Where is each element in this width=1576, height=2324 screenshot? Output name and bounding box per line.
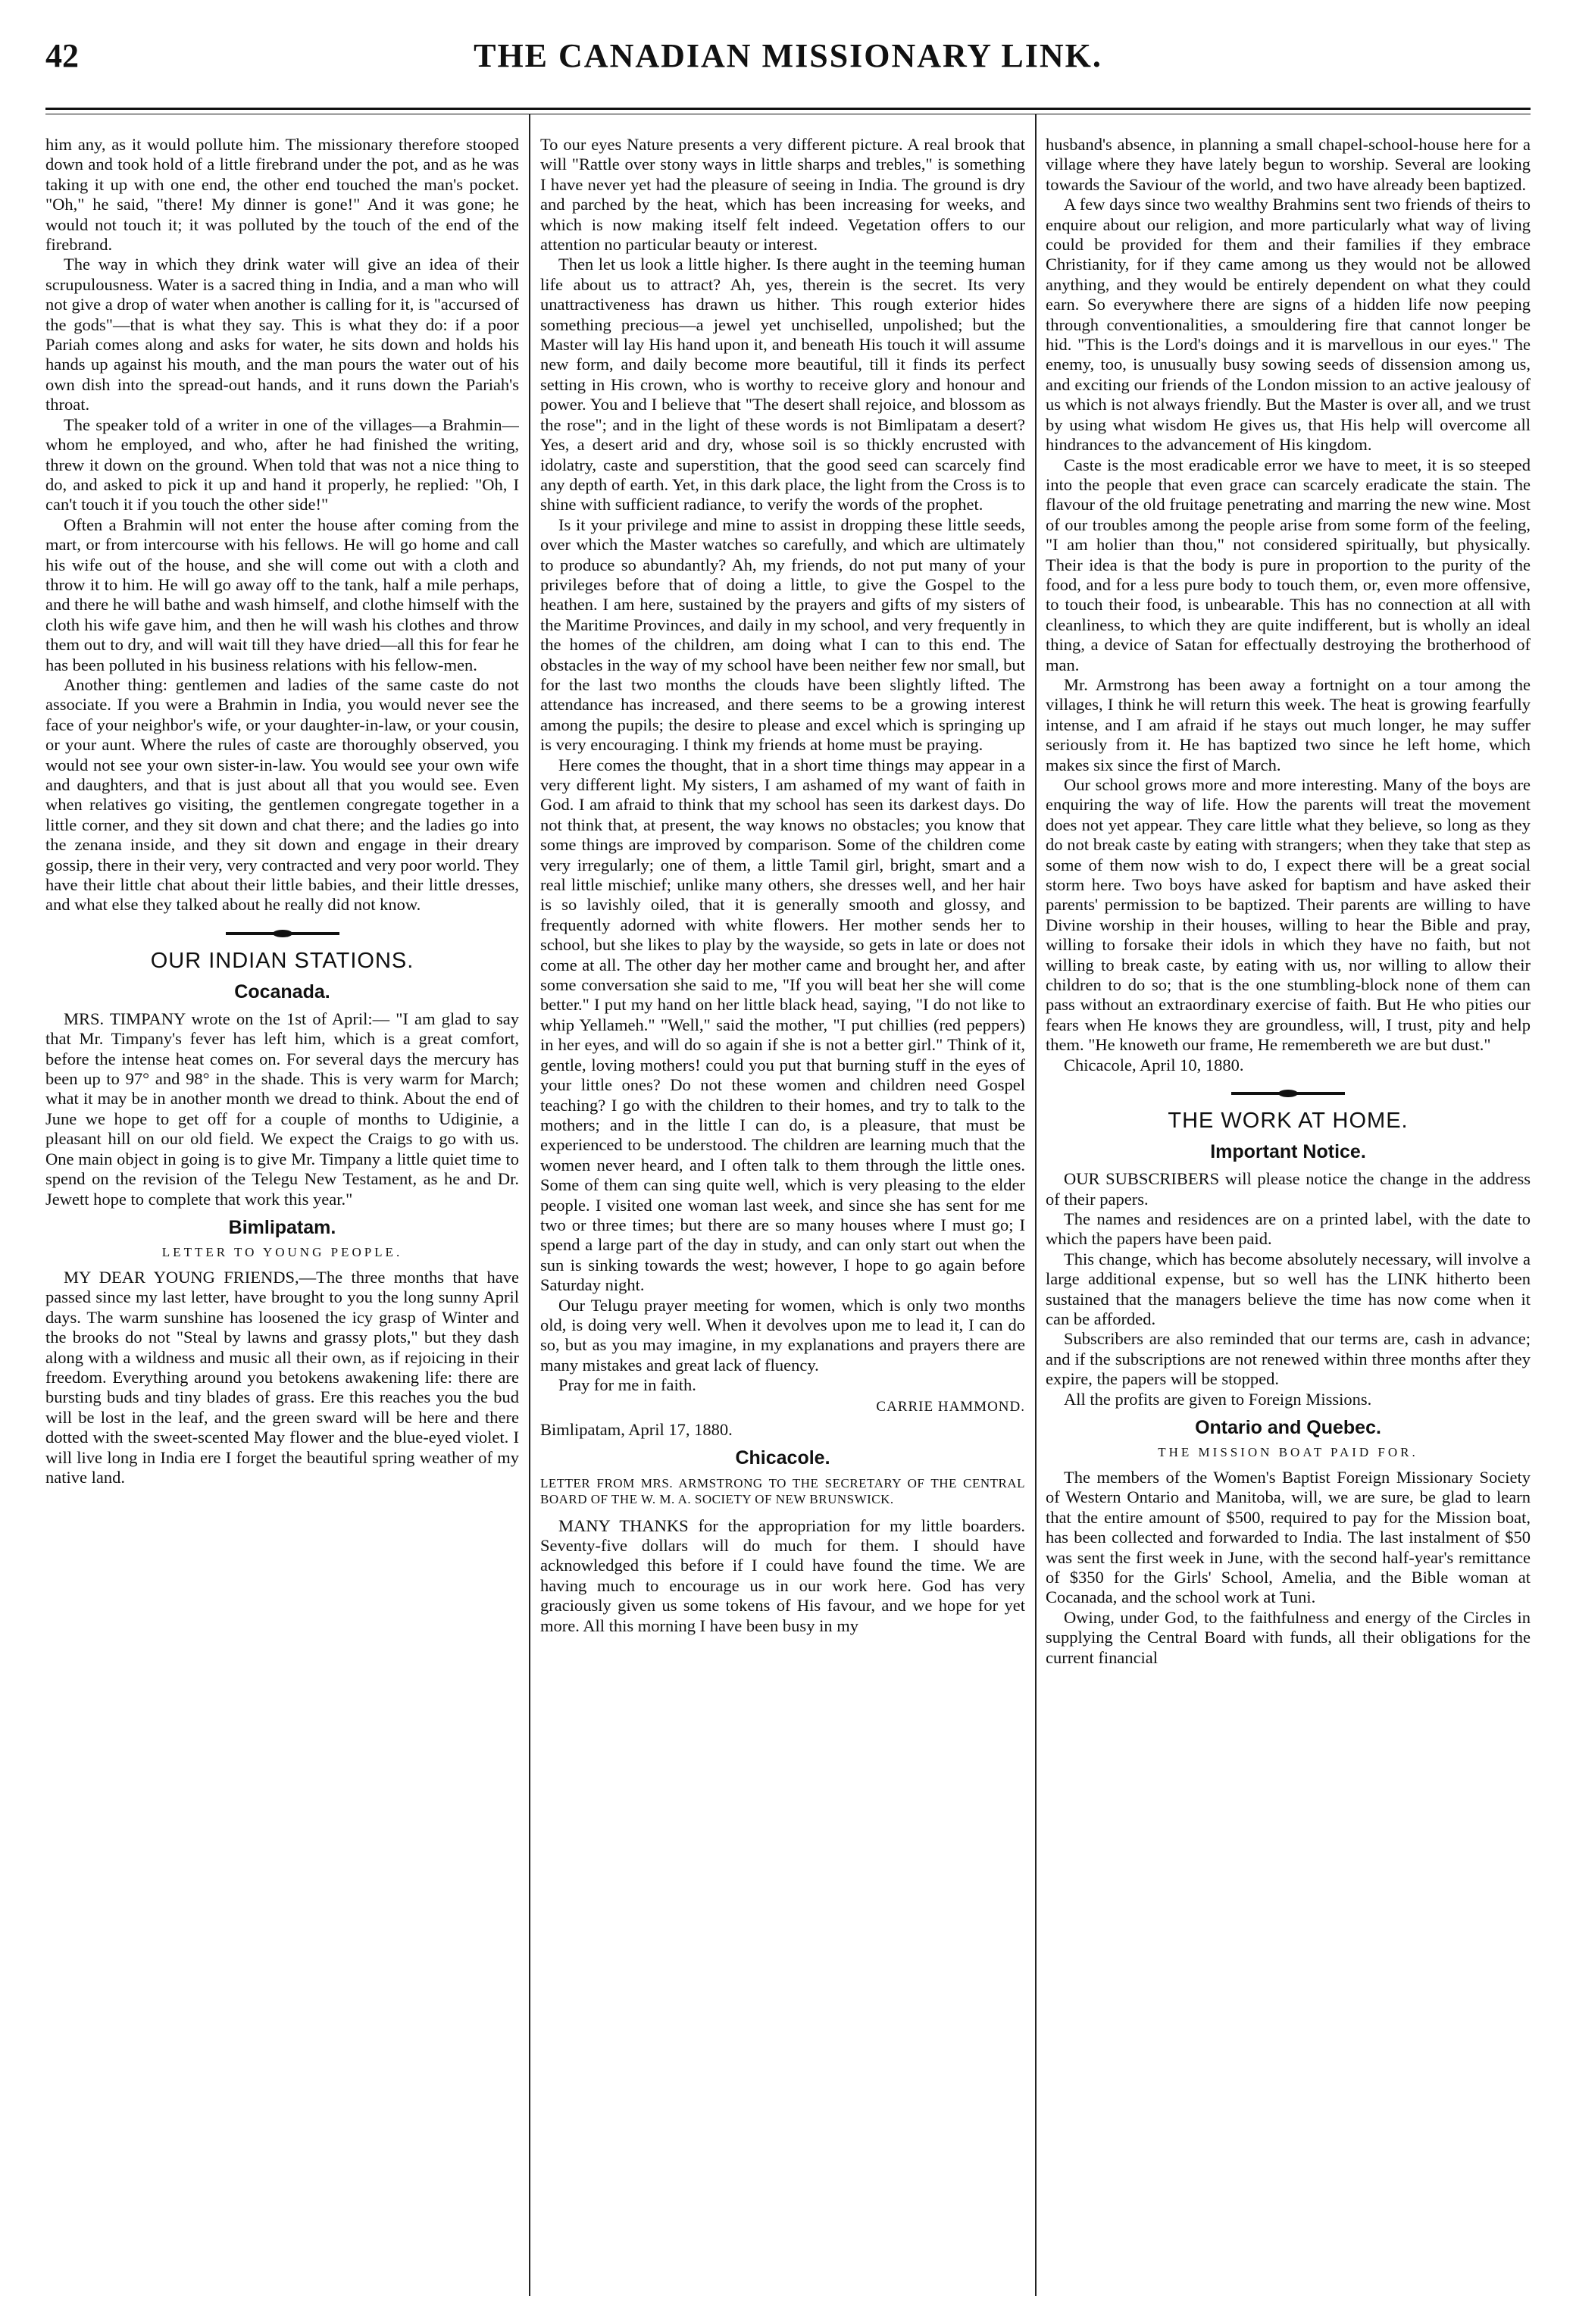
paragraph: The way in which they drink water will give an idea of their scrupulousness. Water is a sacred thing in India, and a man who will not give a drop of water when another is calling for it, is "accursed of the gods"—that is what they say. This is what they do: if a poor Pariah comes along and asks for water, he sits down and holds his hands up against his mouth, and the man pours the water out of his own dish into the spread-out hands, and it runs down the Pariah's throat.	[45, 255, 519, 414]
page-number: 42	[45, 37, 79, 74]
paragraph: Pray for me in faith.	[558, 1375, 696, 1395]
paragraph: Our school grows more and more interesting. Many of the boys are enquiring the way of life. How the parents will treat the movement does not yet appear. They care little what they believe, so long as they do not break caste by eating with strangers; when they take that step as some of them now wish to do, I expect there will be a great social storm here. Two boys have asked for baptism and have asked their parents' permission to be baptized. Their parents are willing to have Divine worship in their houses, willing to hear the Bible and pray, willing to forsake their idols in which they have no faith, but not willing to break caste, by eating with us, nor willing to allow their children to do so; that is the one stumbling-block none of them can pass without an extraordinary exercise of faith. But He who pities our fears when He knows they are groundless, will, I trust, pity and help them. "He knoweth our frame, He remembereth we are but dust."	[1046, 775, 1531, 1055]
section-separator	[1231, 1092, 1345, 1095]
paragraph: Subscribers are also reminded that our terms are, cash in advance; and if the subscriptions are not renewed within three months after they expire, the papers will be stopped.	[1046, 1329, 1531, 1389]
paragraph: Caste is the most eradicable error we have to meet, it is so steeped into the people that even grace can scarcely eradicate the stain. The flavour of the old fruitage penetrating and marring the new wine. Most of our troubles among the people arise from some form of the feeling, "I am holier than thou," not considered spiritually, but physically. Their idea is that the body is pure in proportion to the purity of the food, and for a less pure body to touch them, or, even more offensive, to touch their food, is unbearable. This has no connection at all with cleanliness, to which they are quite indifferent, but is wholly an ideal thing, a device of Satan for effectually destroying the brotherhood of man.	[1046, 455, 1531, 674]
paragraph: The members of the Women's Baptist Foreign Missionary Society of Western Ontario and Manitoba, will, we are sure, be glad to learn that the entire amount of $500, required to pay for the Mission boat, has been collected and forwarded to India. The last instalment of $50 was sent the first week in June, with the second half-year's remittance of $350 for the Girls' School, Amelia, and the Bible woman at Cocanada, and the school work at Tuni.	[1046, 1467, 1531, 1607]
paragraph: OUR SUBSCRIBERS will please notice the change in the address of their papers.	[1046, 1169, 1531, 1209]
dateline: Bimlipatam, April 17, 1880.	[540, 1419, 733, 1439]
article-caption: THE MISSION BOAT PAID FOR.	[1158, 1444, 1418, 1459]
paragraph: The names and residences are on a printed label, with the date to which the papers have been paid.	[1046, 1209, 1531, 1249]
header-rule	[45, 108, 1531, 110]
paragraph: This change, which has become absolutely necessary, will involve a large additional expense, but so well has the LINK hitherto been sustained that the managers believe the time has now come when it can be afforded.	[1046, 1249, 1531, 1328]
paragraph: Our Telugu prayer meeting for women, which is only two months old, is doing very well. When it devolves upon me to lead it, I can do so, but as you may imagine, in my explanations and prayers there are many mistakes and great lack of fluency.	[540, 1295, 1025, 1375]
letter-caption: LETTER FROM MRS. ARMSTRONG TO THE SECRETARY OF THE CENTRAL BOARD OF THE W. M. A. SOCIETY OF NEW BRUNSWICK.	[540, 1475, 1025, 1506]
dateline: Chicacole, April 10, 1880.	[1064, 1055, 1244, 1074]
publication-title: THE CANADIAN MISSIONARY LINK.	[474, 37, 1102, 74]
paragraph: Owing, under God, to the faithfulness and energy of the Circles in supplying the Central Board with funds, all their obligations for the current financial	[1046, 1607, 1531, 1667]
paragraph: him any, as it would pollute him. The missionary therefore stooped down and took hold of a little firebrand under the pot, and as he was taking it up with one end, the other end touched the man's pocket. "Oh," he said, "there! My dinner is gone!" And it was gone; he would not touch it; it was polluted by the touch of the end of the firebrand.	[45, 135, 519, 255]
column-2	[540, 135, 1025, 2302]
page-header	[45, 36, 1531, 82]
column-3	[1046, 135, 1531, 2302]
letter-caption: LETTER TO YOUNG PEOPLE.	[161, 1244, 403, 1259]
column-divider-1	[529, 114, 530, 2296]
paragraph: Here comes the thought, that in a short time things may appear in a very different light. My sisters, I am ashamed of my want of faith in God. I am afraid to think that my school has seen its darkest days. Do not think that, at present, the way knows no obstacles; you know that some things are improved by comparison. Some of the children come very irregularly; one of them, a little Tamil girl, bright, smart and a real little mischief; unlike many others, she dresses well, and her hair is so lavishly oiled, that it is generally smooth and glossy, and frequently adorned with white flowers. Her mother sends her to school, but she likes to play by the wayside, so gets in late or does not come at all. The other day her mother came and brought her, and after some conversation she said to me, "If you will beat her she will come better." I put my hand on her little black head, saying, "I do not like to whip Yellameh." "Well," said the mother, "I put chillies (red peppers) in her eyes, and will do so again if she is not a better girl." Think of it, gentle, loving mothers! could you put that burning stuff in the eyes of your little ones? Do not these women and children need Gospel teaching? I go with the children to their homes, and try to talk to the mothers; and in the little I can do, is a pleasure, that must be experienced to be understood. The children are learning much that the women never heard, and I often talk to them through the little ones. Some of them can sing quite well, which is very pleasing to the elder people. I visited one woman last week, and since she has sent for me two or three times; but there are so many houses where I must go; I spend a large part of the day in study, and can only start out when the sun is sinking towards the west; however, I hope to go again before Saturday night.	[540, 755, 1025, 1295]
section-heading-indian-stations: OUR INDIAN STATIONS.	[150, 948, 414, 973]
paragraph: To our eyes Nature presents a very different picture. A real brook that will "Rattle over stony ways in little sharps and trebles," is something I have never yet had the pleasure of seeing in India. The ground is dry and parched by the heat, which has been increasing for weeks, and which is now making itself felt indeed. Vegetation offers to our attention no particular beauty or interest.	[540, 135, 1025, 255]
signature: CARRIE HAMMOND.	[876, 1398, 1025, 1415]
paragraph: A few days since two wealthy Brahmins sent two friends of theirs to enquire about our religion, and more particularly what way of living could be provided for them and their families if they embrace Christianity, for if they came among us they would not be allowed anything, and they would be entirely dependent on what they could earn. So everywhere there are signs of a hidden life now peeping through conventionalities, a smouldering fire that cannot longer be hid. "This is the Lord's doings and it is marvellous in our eyes." The enemy, too, is unusually busy sowing seeds of dissension among us, and exciting our friends of the London mission to an active jealousy of us which is not always friendly. But the Master is over all, and we trust by using what wisdom He gives us, that His help will overcome all hindrances to the advancement of His kingdom.	[1046, 195, 1531, 455]
paragraph: Mr. Armstrong has been away a fortnight on a tour among the villages, I think he will return this week. The heat is growing fearfully intense, and I am afraid if he stays out much longer, he may suffer seriously from it. He has baptized two since he left home, which makes six since the first of March.	[1046, 674, 1531, 774]
subheading-chicacole: Chicacole.	[735, 1447, 830, 1469]
paragraph: Then let us look a little higher. Is there aught in the teeming human life about us to attract? Ah, yes, therein is the secret. Its very unattractiveness has drawn us hither. This rough exterior hides something precious—a jewel yet unchiselled, unpolished; but the Master will lay His hand upon it, and beneath His touch it will assume new form, and daily become more beautiful, till it finds its perfect setting in His crown, who is worthy to receive glory and honour and power. You and I believe that "The desert shall rejoice, and blossom as the rose"; and in the light of these words is not Bimlipatam a desert? Yes, a desert arid and dry, whose soil is so thickly encrusted with idolatry, caste and superstition, that the good seed can scarcely find any depth of earth. Yet, in this dark place, the light from the Cross is to shine with sufficient radiance, to verify the words of the prophet.	[540, 255, 1025, 515]
section-separator	[226, 932, 339, 935]
section-heading-work-at-home: THE WORK AT HOME.	[1168, 1109, 1409, 1134]
subheading-cocanada: Cocanada.	[234, 981, 330, 1002]
paragraph: The speaker told of a writer in one of the villages—a Brahmin—whom he employed, and who, after he had finished the writing, threw it down on the ground. When told that was not a nice thing to do, and asked to pick it up and hand it properly, he replied: "Oh, I can't touch it if you touch the other side!"	[45, 414, 519, 515]
paragraph: All the profits are given to Foreign Missions.	[1064, 1389, 1372, 1409]
paragraph: MY DEAR YOUNG FRIENDS,—The three months that have passed since my last letter, have brought to you the long sunny April days. The warm sunshine has loosened the icy grasp of Winter and the brooks do not "Steal by lawns and grassy plots," but they dash along with a wildness and music all their own, as if rejoicing in their freedom. Everything around you betokens awakening life: there are bursting buds and tiny blades of grass. Ere this reaches you the bud will be lost in the leaf, and the green sward will be here and there dotted with the sweet-scented May flower and the blue-eyed violet. I will live long in India ere I forget the beautiful spring weather of my native land.	[45, 1267, 519, 1487]
paragraph: MRS. TIMPANY wrote on the 1st of April:— "I am glad to say that Mr. Timpany's fever has left him, which is a great comfort, before the intense heat comes on. For several days the mercury has been up to 97° and 98° in the shade. This is very warm for March; what it may be in another month we dread to think. About the end of June we hope to get off for a couple of months to Udiginie, a pleasant hill on our old field. We expect the Craigs to go with us. One main object in going is to give Mr. Timpany a little quiet time to spend on the revision of the Telegu New Testament, as he and Dr. Jewett hope to complete that work this year."	[45, 1009, 519, 1209]
column-1	[45, 135, 519, 2302]
column-divider-2	[1035, 114, 1037, 2296]
subheading-bimlipatam: Bimlipatam.	[228, 1216, 336, 1238]
paragraph: MANY THANKS for the appropriation for my little boarders. Seventy-five dollars will do much for them. I should have acknowledged this before if I could have found the time. We are having much to encourage us in our work here. God has very graciously given us some tokens of His favour, and we hope for yet more. All this morning I have been busy in my	[540, 1515, 1025, 1635]
paragraph: Another thing: gentlemen and ladies of the same caste do not associate. If you were a Brahmin in India, you would never see the face of your neighbor's wife, or your daughter-in-law, or your cousin, or your aunt. Where the rules of caste are thoroughly observed, you would not see your own sister-in-law. You would see your own wife and daughters, and that is just about all that you would see. Even when relatives go visiting, the gentlemen congregate together in a little corner, and they sit down and chat there; and the ladies go into the zenana inside, and they sit down and engage in their dreary gossip, there in their very, very contracted and very poor world. They have their little chat about their little babies, and their little dresses, and what else they talked about he really did not know.	[45, 674, 519, 915]
paragraph: Often a Brahmin will not enter the house after coming from the mart, or from intercourse with his fellows. He will go home and call his wife out of the house, and she will come out with a cloth and throw it to him. He will go away off to the tank, half a mile perhaps, and there he will bathe and wash himself, and clothe himself with the cloth his wife gave him, and then he will wash his clothes and throw them out to dry, and will wait till they have dried—all this for fear he has been polluted in his business relations with his fellow-men.	[45, 515, 519, 674]
paragraph: husband's absence, in planning a small chapel-school-house here for a village where they have lately begun to worship. Several are looking towards the Saviour of the world, and two have already been baptized.	[1046, 135, 1531, 194]
subheading-ontario-quebec: Ontario and Quebec.	[1195, 1416, 1381, 1438]
paragraph: Is it your privilege and mine to assist in dropping these little seeds, over which the Master watches so carefully, and which are ultimately to produce so abundantly? Ah, my friends, do not put many of your privileges before that of doing a little, to give the Gospel to the heathen. I am here, sustained by the prayers and gifts of my sisters of the Maritime Provinces, and daily in my school, and very frequently in the homes of the children, am doing what I can to this end. The obstacles in the way of my school have been neither few nor small, but for the last two months the clouds have been slightly lifted. The attendance has increased, and there seems to be a growing interest among the pupils; the desire to please and excel which is springing up is very encouraging. I think my friends at home must be praying.	[540, 515, 1025, 755]
subheading-important-notice: Important Notice.	[1210, 1141, 1366, 1163]
